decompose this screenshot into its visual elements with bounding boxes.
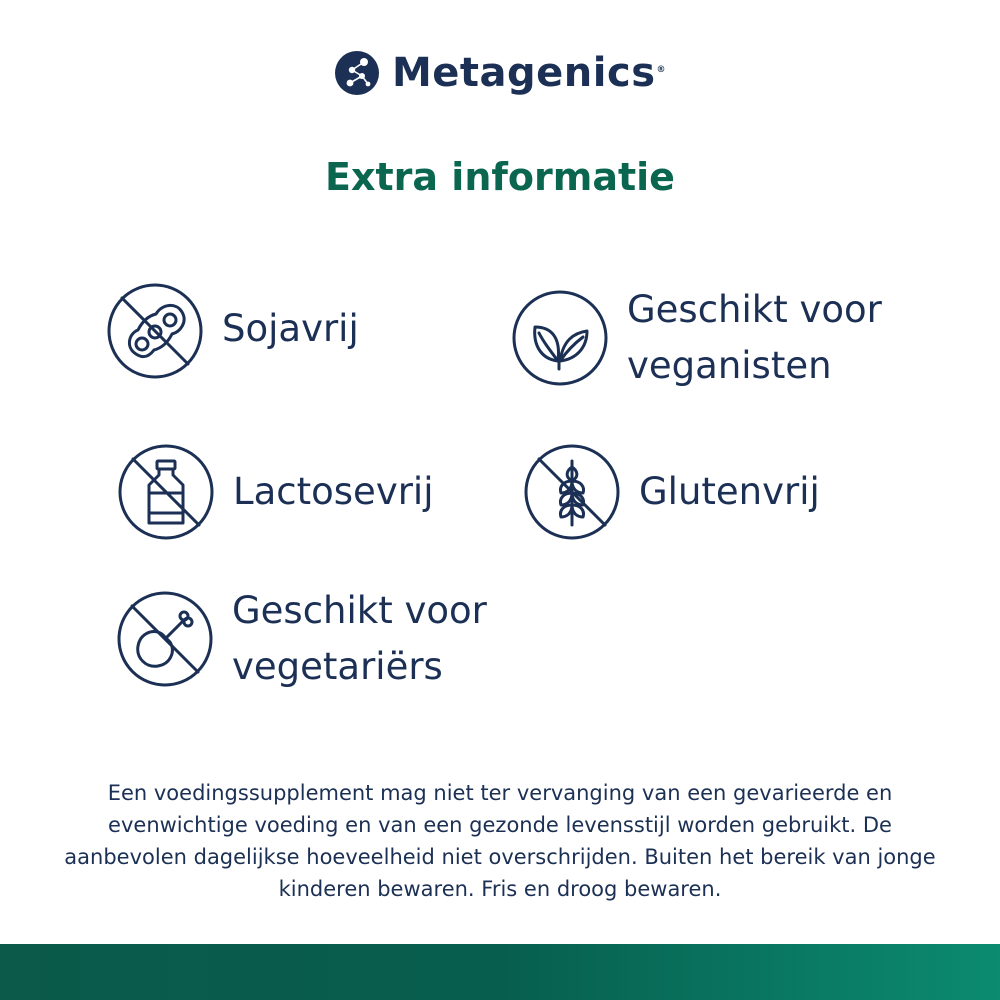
no-milk-bottle-icon (117, 443, 215, 541)
no-wheat-icon (523, 443, 621, 541)
no-soy-icon (106, 282, 204, 380)
feature-vegan (511, 282, 882, 394)
brand-logo (0, 50, 1000, 96)
metagenics-molecule-logo-icon (334, 50, 380, 96)
disclaimer-text: Een voedingssupplement mag niet ter vervanging van een gevarieerde en evenwichtige voeding en van een gezonde levensstijl worden gebruikt. De aanbevolen dagelijkse hoeveelheid niet overschrijden. Buiten het bereik van jonge kinderen bewaren. Fris en droog bewaren. (64, 781, 936, 901)
feature-lactose-free (117, 443, 433, 541)
page-title: Extra informatie (325, 155, 675, 199)
feature-label: Glutenvrij (639, 470, 820, 513)
brand-name: Metagenics® (391, 50, 666, 96)
footer-band (0, 944, 1000, 1000)
feature-label: Lactosevrij (233, 470, 434, 513)
feature-label: Geschikt voor vegetariërs (232, 589, 487, 688)
leaf-icon (511, 289, 609, 387)
feature-soy-free (106, 282, 359, 380)
feature-vegetarian (116, 583, 487, 695)
feature-gluten-free (523, 443, 820, 541)
feature-label: Sojavrij (222, 307, 359, 350)
feature-label: Geschikt voor veganisten (627, 288, 882, 387)
no-meat-icon (116, 590, 214, 688)
